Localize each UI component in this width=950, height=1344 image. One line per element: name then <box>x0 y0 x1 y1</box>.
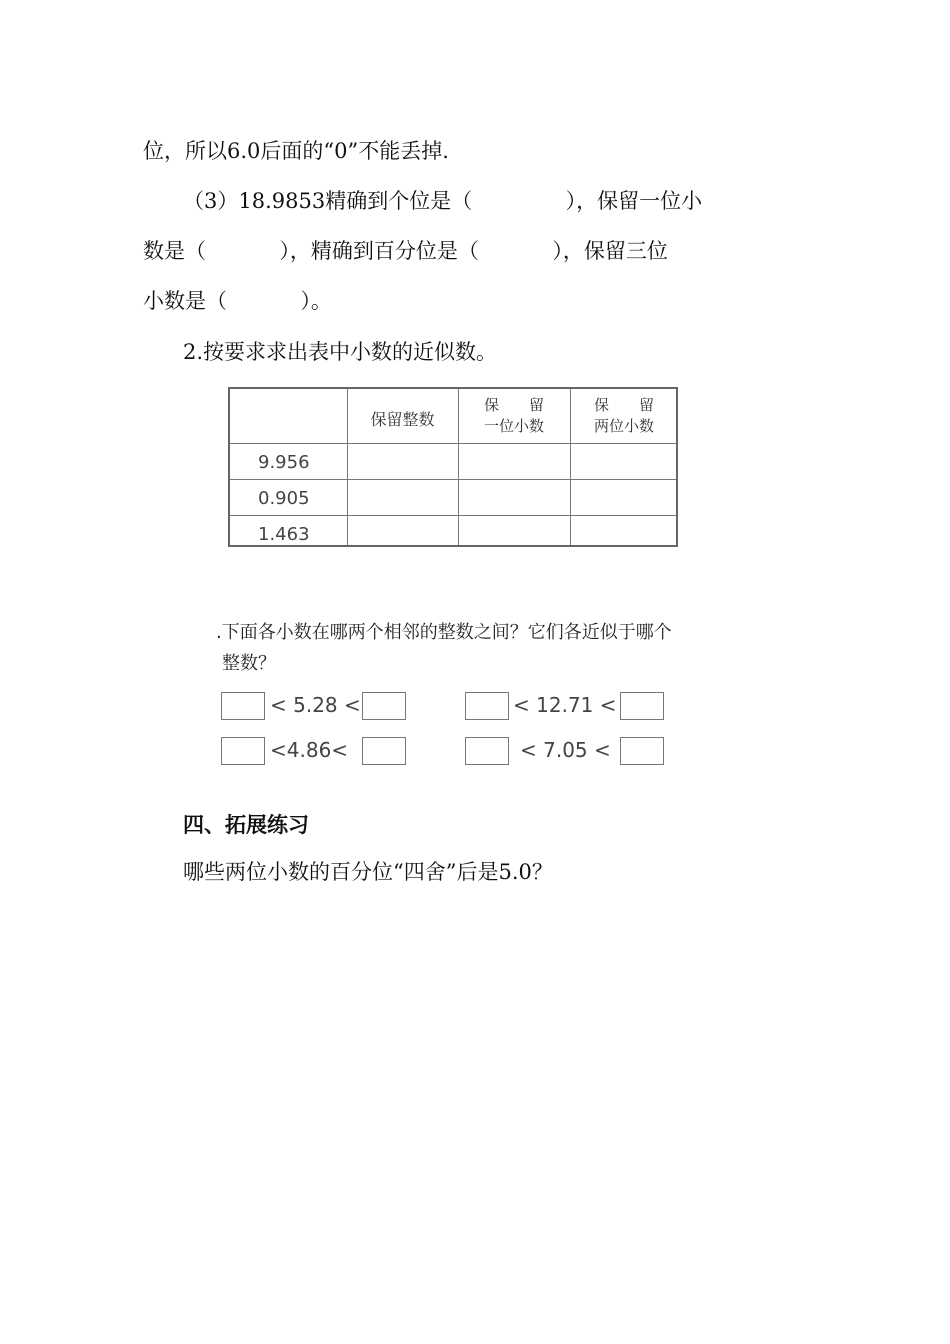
section-4-heading: 四、拓展练习 <box>183 813 309 837</box>
table-divider <box>230 479 676 480</box>
answer-box[interactable] <box>465 692 509 720</box>
section-4-question: 哪些两位小数的百分位“四舍”后是5.0？ <box>183 860 553 884</box>
answer-box[interactable] <box>465 737 509 765</box>
table-row-value: 9.956 <box>258 452 310 473</box>
inequality-text: <4.86< <box>270 738 349 762</box>
inequality-text: < 7.05 < <box>520 738 611 762</box>
question-2-title: 2.按要求求出表中小数的近似数。 <box>183 340 498 364</box>
question-3-stem-line2: 整数？ <box>222 653 276 674</box>
answer-box[interactable] <box>620 737 664 765</box>
answer-box[interactable] <box>362 692 406 720</box>
answer-box[interactable] <box>362 737 406 765</box>
question-3-stem: .下面各小数在哪两个相邻的整数之间？它们各近似于哪个 <box>216 622 672 643</box>
table-row-value: 0.905 <box>258 488 310 509</box>
approximation-table <box>228 387 678 547</box>
inequality-text: < 12.71 < <box>513 693 617 717</box>
text-line-3: 数是（ ），精确到百分位是（ ），保留三位 <box>143 239 668 263</box>
table-row-value: 1.463 <box>258 524 310 545</box>
answer-box[interactable] <box>620 692 664 720</box>
text-line-2: （3）18.9853精确到个位是（ ），保留一位小 <box>183 189 703 213</box>
inequality-text: < 5.28 < <box>270 693 361 717</box>
answer-box[interactable] <box>221 737 265 765</box>
text-line-4: 小数是（ ）。 <box>143 289 332 313</box>
header-one-decimal-line1: 保 留 <box>483 396 544 414</box>
header-round-integer: 保留整数 <box>370 410 435 429</box>
table-divider <box>230 443 676 444</box>
answer-box[interactable] <box>221 692 265 720</box>
header-one-decimal-line2: 一位小数 <box>483 417 544 435</box>
header-two-decimal-line2: 两位小数 <box>593 417 654 435</box>
text-line-1: 位，所以6.0后面的“0”不能丢掉. <box>143 139 449 163</box>
header-two-decimal-line1: 保 留 <box>593 396 654 414</box>
table-divider <box>230 515 676 516</box>
